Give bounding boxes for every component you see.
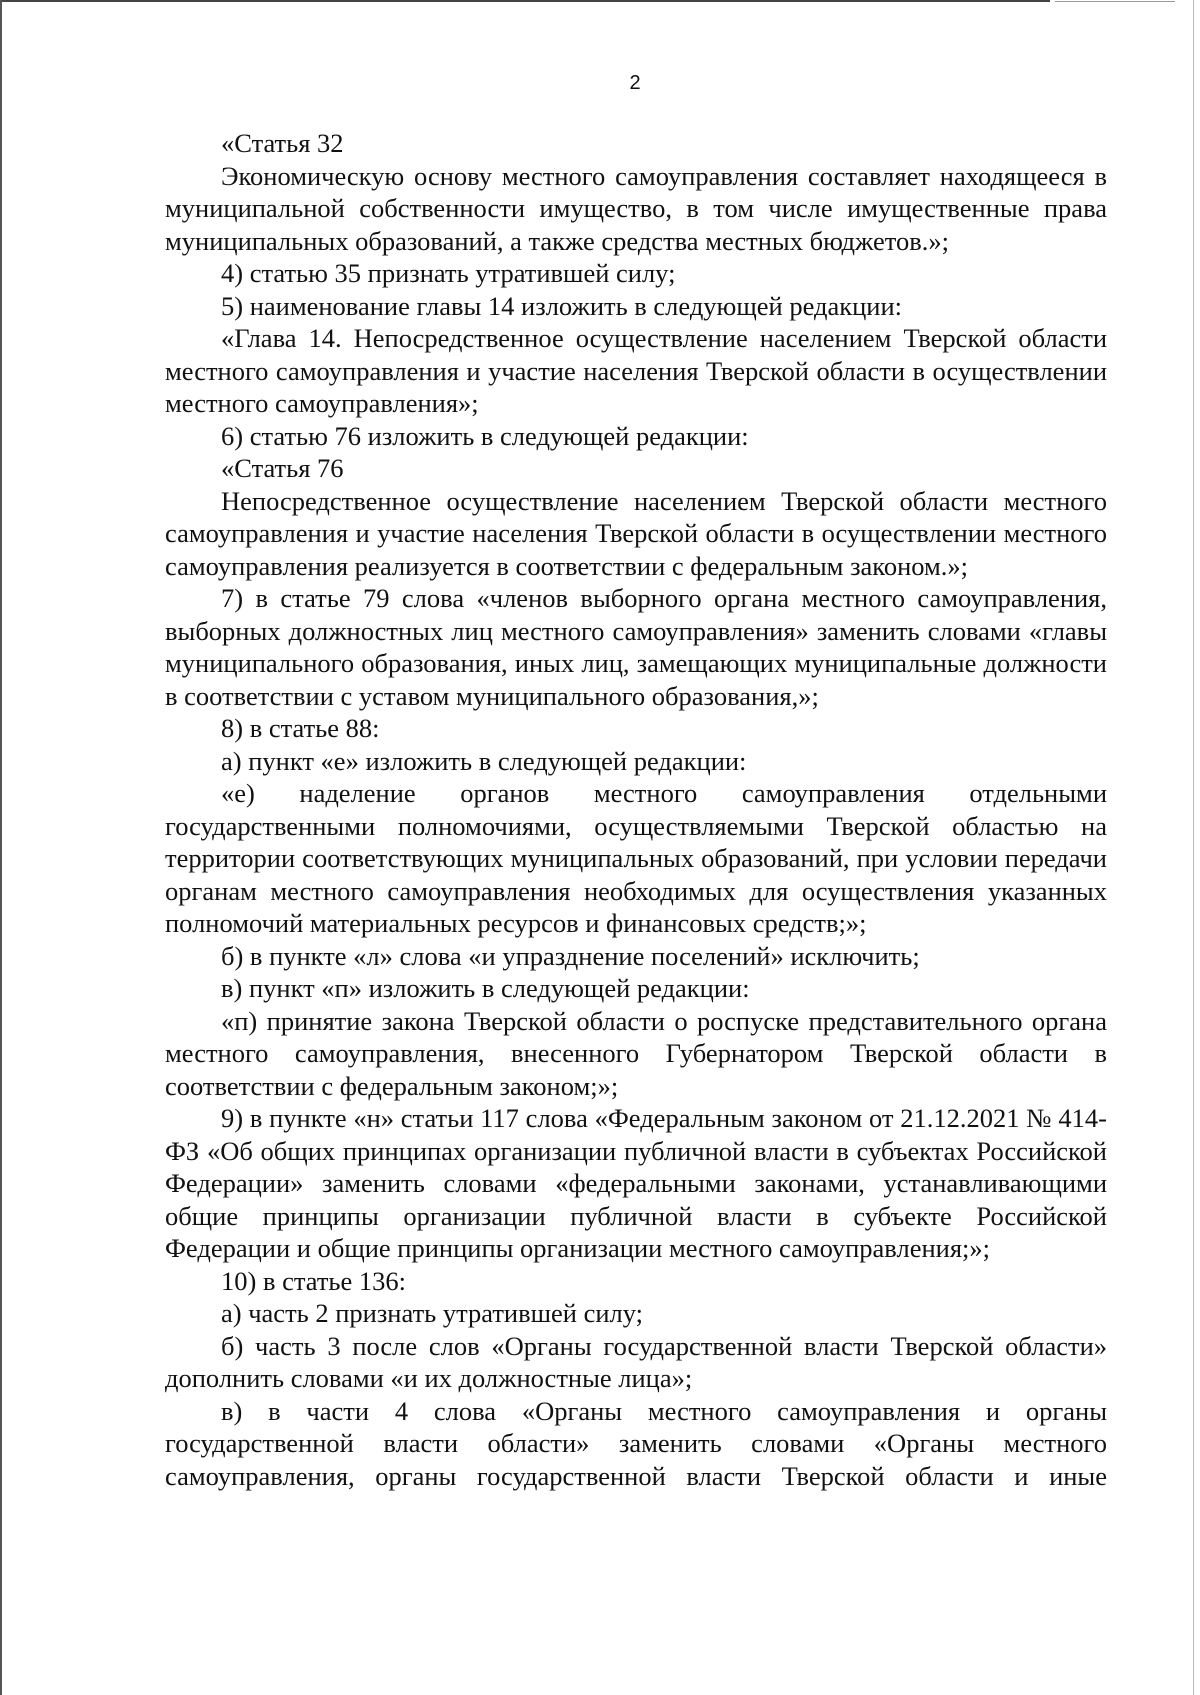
article-76-heading: «Статья 76 xyxy=(221,453,344,483)
item-6: 6) статью 76 изложить в следующей редакции: xyxy=(221,420,749,451)
item-8-b: б) в пункте «л» слова «и упразднение поселений» исключить; xyxy=(221,940,920,971)
article-32-text: Экономическую основу местного самоуправления составляет находящееся в муниципальной собственности имущество, в том числе имущественные права муниципальных образований, а также средства местных бюджетов.»; xyxy=(165,160,1107,256)
item-9: 9) в пункте «н» статьи 117 слова «Федеральным законом от 21.12.2021 № 414-ФЗ «Об общих принципах организации публичной власти в субъектах Российской Федерации» заменить словами «федеральными законами, устанавливающими общие принципы организации публичной власти в субъекте Российской Федерации и общие принципы организации местного самоуправления;»; xyxy=(165,1103,1107,1263)
scan-edge-left xyxy=(0,0,2,1695)
item-8-a-text: «е) наделение органов местного самоуправления отдельными государственными полномочиями, осуществляемыми Тверской областью на территории соответствующих муниципальных образований, при условии передачи органам местного самоуправления необходимых для осуществления указанных полномочий материальных ресурсов и финансовых средств;»; xyxy=(165,778,1107,938)
item-10-a: а) часть 2 признать утратившей силу; xyxy=(221,1298,644,1328)
page-number: 2 xyxy=(629,72,641,94)
scan-edge-top-fragment xyxy=(1055,1,1175,2)
item-10: 10) в статье 136: xyxy=(221,1265,406,1296)
article-76-text: Непосредственное осуществление населением Тверской области местного самоуправления и участие населения Тверской области в осуществлении местного самоуправления реализуется в соответствии с федеральным законом.»; xyxy=(165,485,1107,581)
item-4: 4) статью 35 признать утратившей силу; xyxy=(221,258,676,288)
scan-edge-top xyxy=(0,0,1050,2)
item-10-v: в) в части 4 слова «Органы местного самоуправления и органы государственной власти области» заменить словами «Органы местного самоуправления, органы государственной власти Тверской области и иные xyxy=(165,1395,1107,1491)
item-10-b: б) часть 3 после слов «Органы государственной власти Тверской области» дополнить словами «и их должностные лица»; xyxy=(165,1330,1107,1393)
item-8-v: в) пункт «п» изложить в следующей редакции: xyxy=(221,973,750,1003)
item-7: 7) в статье 79 слова «членов выборного органа местного самоуправления, выборных должностных лиц местного самоуправления» заменить словами «главы муниципального образования, иных лиц, замещающих муниципальные должности в соответствии с уставом муниципального образования,»; xyxy=(165,583,1107,711)
item-8-a: а) пункт «е» изложить в следующей редакции: xyxy=(221,745,747,776)
scan-edge-right xyxy=(1193,0,1194,1695)
item-8-v-text: «п) принятие закона Тверской области о роспуске представительного органа местного самоуправления, внесенного Губернатором Тверской области в соответствии с федеральным законом;»; xyxy=(165,1005,1107,1101)
item-5: 5) наименование главы 14 изложить в следующей редакции: xyxy=(221,290,903,321)
chapter-14-title: «Глава 14. Непосредственное осуществление населением Тверской области местного самоуправления и участие населения Тверской области в осуществлении местного самоуправления»; xyxy=(165,323,1107,418)
item-8: 8) в статье 88: xyxy=(221,713,380,743)
document-body xyxy=(165,127,1107,1492)
article-32-heading: «Статья 32 xyxy=(221,128,344,158)
